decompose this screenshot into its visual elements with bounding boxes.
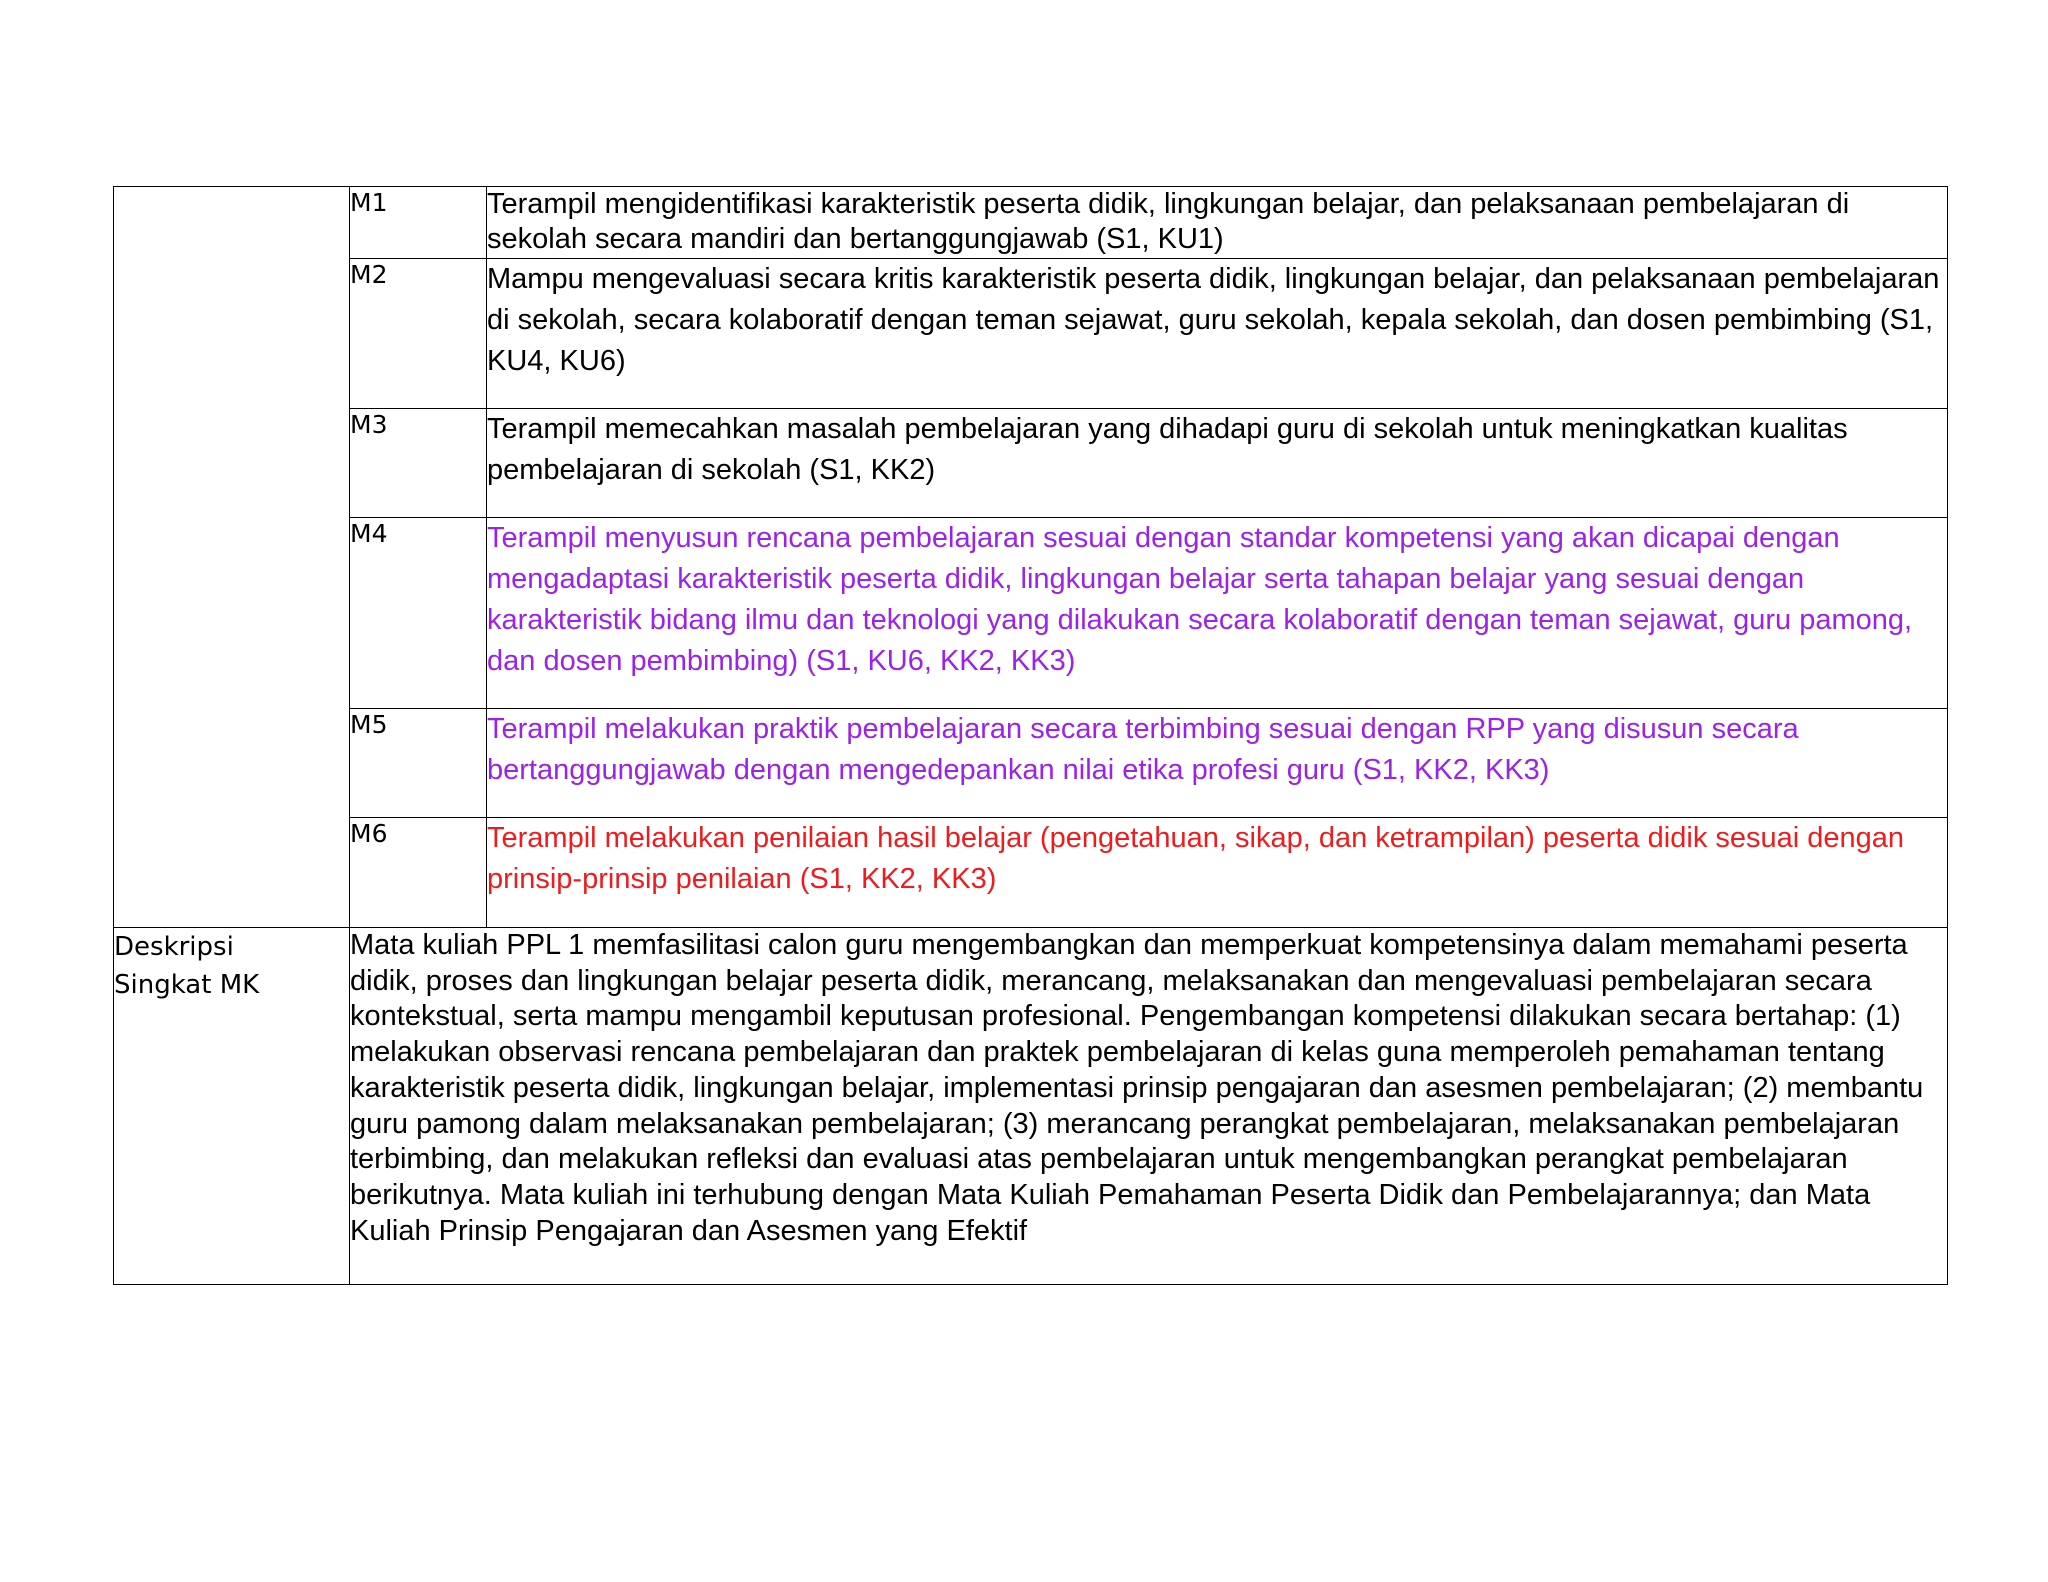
outcome-text: Terampil melakukan penilaian hasil belajar (pengetahuan, sikap, dan ketrampilan) peserta didik sesuai dengan prinsip-prinsip penilaian (S1, KK2, KK3) [487,818,1948,928]
outcome-row-m6 [114,818,1948,928]
outcome-code: M4 [350,518,487,709]
outcome-text: Terampil memecahkan masalah pembelajaran yang dihadapi guru di sekolah untuk meningkatkan kualitas pembelajaran di sekolah (S1, KK2) [487,409,1948,518]
outcome-text: Terampil melakukan praktik pembelajaran secara terbimbing sesuai dengan RPP yang disusun secara bertanggungjawab dengan mengedepankan nilai etika profesi guru (S1, KK2, KK3) [487,709,1948,818]
outcome-row-m1 [114,187,1948,259]
outcome-text: Terampil mengidentifikasi karakteristik peserta didik, lingkungan belajar, dan pelaksanaan pembelajaran di sekolah secara mandiri dan bertanggungjawab (S1, KU1) [487,187,1948,259]
course-outcomes-table [113,186,1948,1285]
outcome-text: Mampu mengevaluasi secara kritis karakteristik peserta didik, lingkungan belajar, dan pelaksanaan pembelajaran di sekolah, secara kolaboratif dengan teman sejawat, guru sekolah, kepala sekolah, dan dosen pembimbing (S1, KU4, KU6) [487,259,1948,409]
description-row [114,928,1948,1285]
outcome-code: M6 [350,818,487,928]
outcome-code: M3 [350,409,487,518]
outcome-row-m2 [114,259,1948,409]
outcomes-label-cell [114,187,350,928]
description-text: Mata kuliah PPL 1 memfasilitasi calon guru mengembangkan dan memperkuat kompetensinya dalam memahami peserta didik, proses dan lingkungan belajar peserta didik, merancang, melaksanakan dan mengevaluasi pembelajaran secara kontekstual, serta mampu mengambil keputusan profesional. Pengembangan kompetensi dilakukan secara bertahap: (1) melakukan observasi rencana pembelajaran dan praktek pembelajaran di kelas guna memperoleh pemahaman tentang karakteristik peserta didik, lingkungan belajar, implementasi prinsip pengajaran dan asesmen pembelajaran; (2) membantu guru pamong dalam melaksanakan pembelajaran; (3) merancang perangkat pembelajaran, melaksanakan pembelajaran terbimbing, dan melakukan refleksi dan evaluasi atas pembelajaran untuk mengembangkan perangkat pembelajaran berikutnya. Mata kuliah ini terhubung dengan Mata Kuliah Pemahaman Peserta Didik dan Pembelajarannya; dan Mata Kuliah Prinsip Pengajaran dan Asesmen yang Efektif [350,928,1948,1285]
outcome-row-m5 [114,709,1948,818]
outcome-code: M2 [350,259,487,409]
description-label: Deskripsi Singkat MK [114,928,350,1285]
outcome-row-m4 [114,518,1948,709]
outcome-code: M1 [350,187,487,259]
outcome-row-m3 [114,409,1948,518]
outcome-text: Terampil menyusun rencana pembelajaran sesuai dengan standar kompetensi yang akan dicapai dengan mengadaptasi karakteristik peserta didik, lingkungan belajar serta tahapan belajar yang sesuai dengan karakteristik bidang ilmu dan teknologi yang dilakukan secara kolaboratif dengan teman sejawat, guru pamong, dan dosen pembimbing) (S1, KU6, KK2, KK3) [487,518,1948,709]
outcome-code: M5 [350,709,487,818]
